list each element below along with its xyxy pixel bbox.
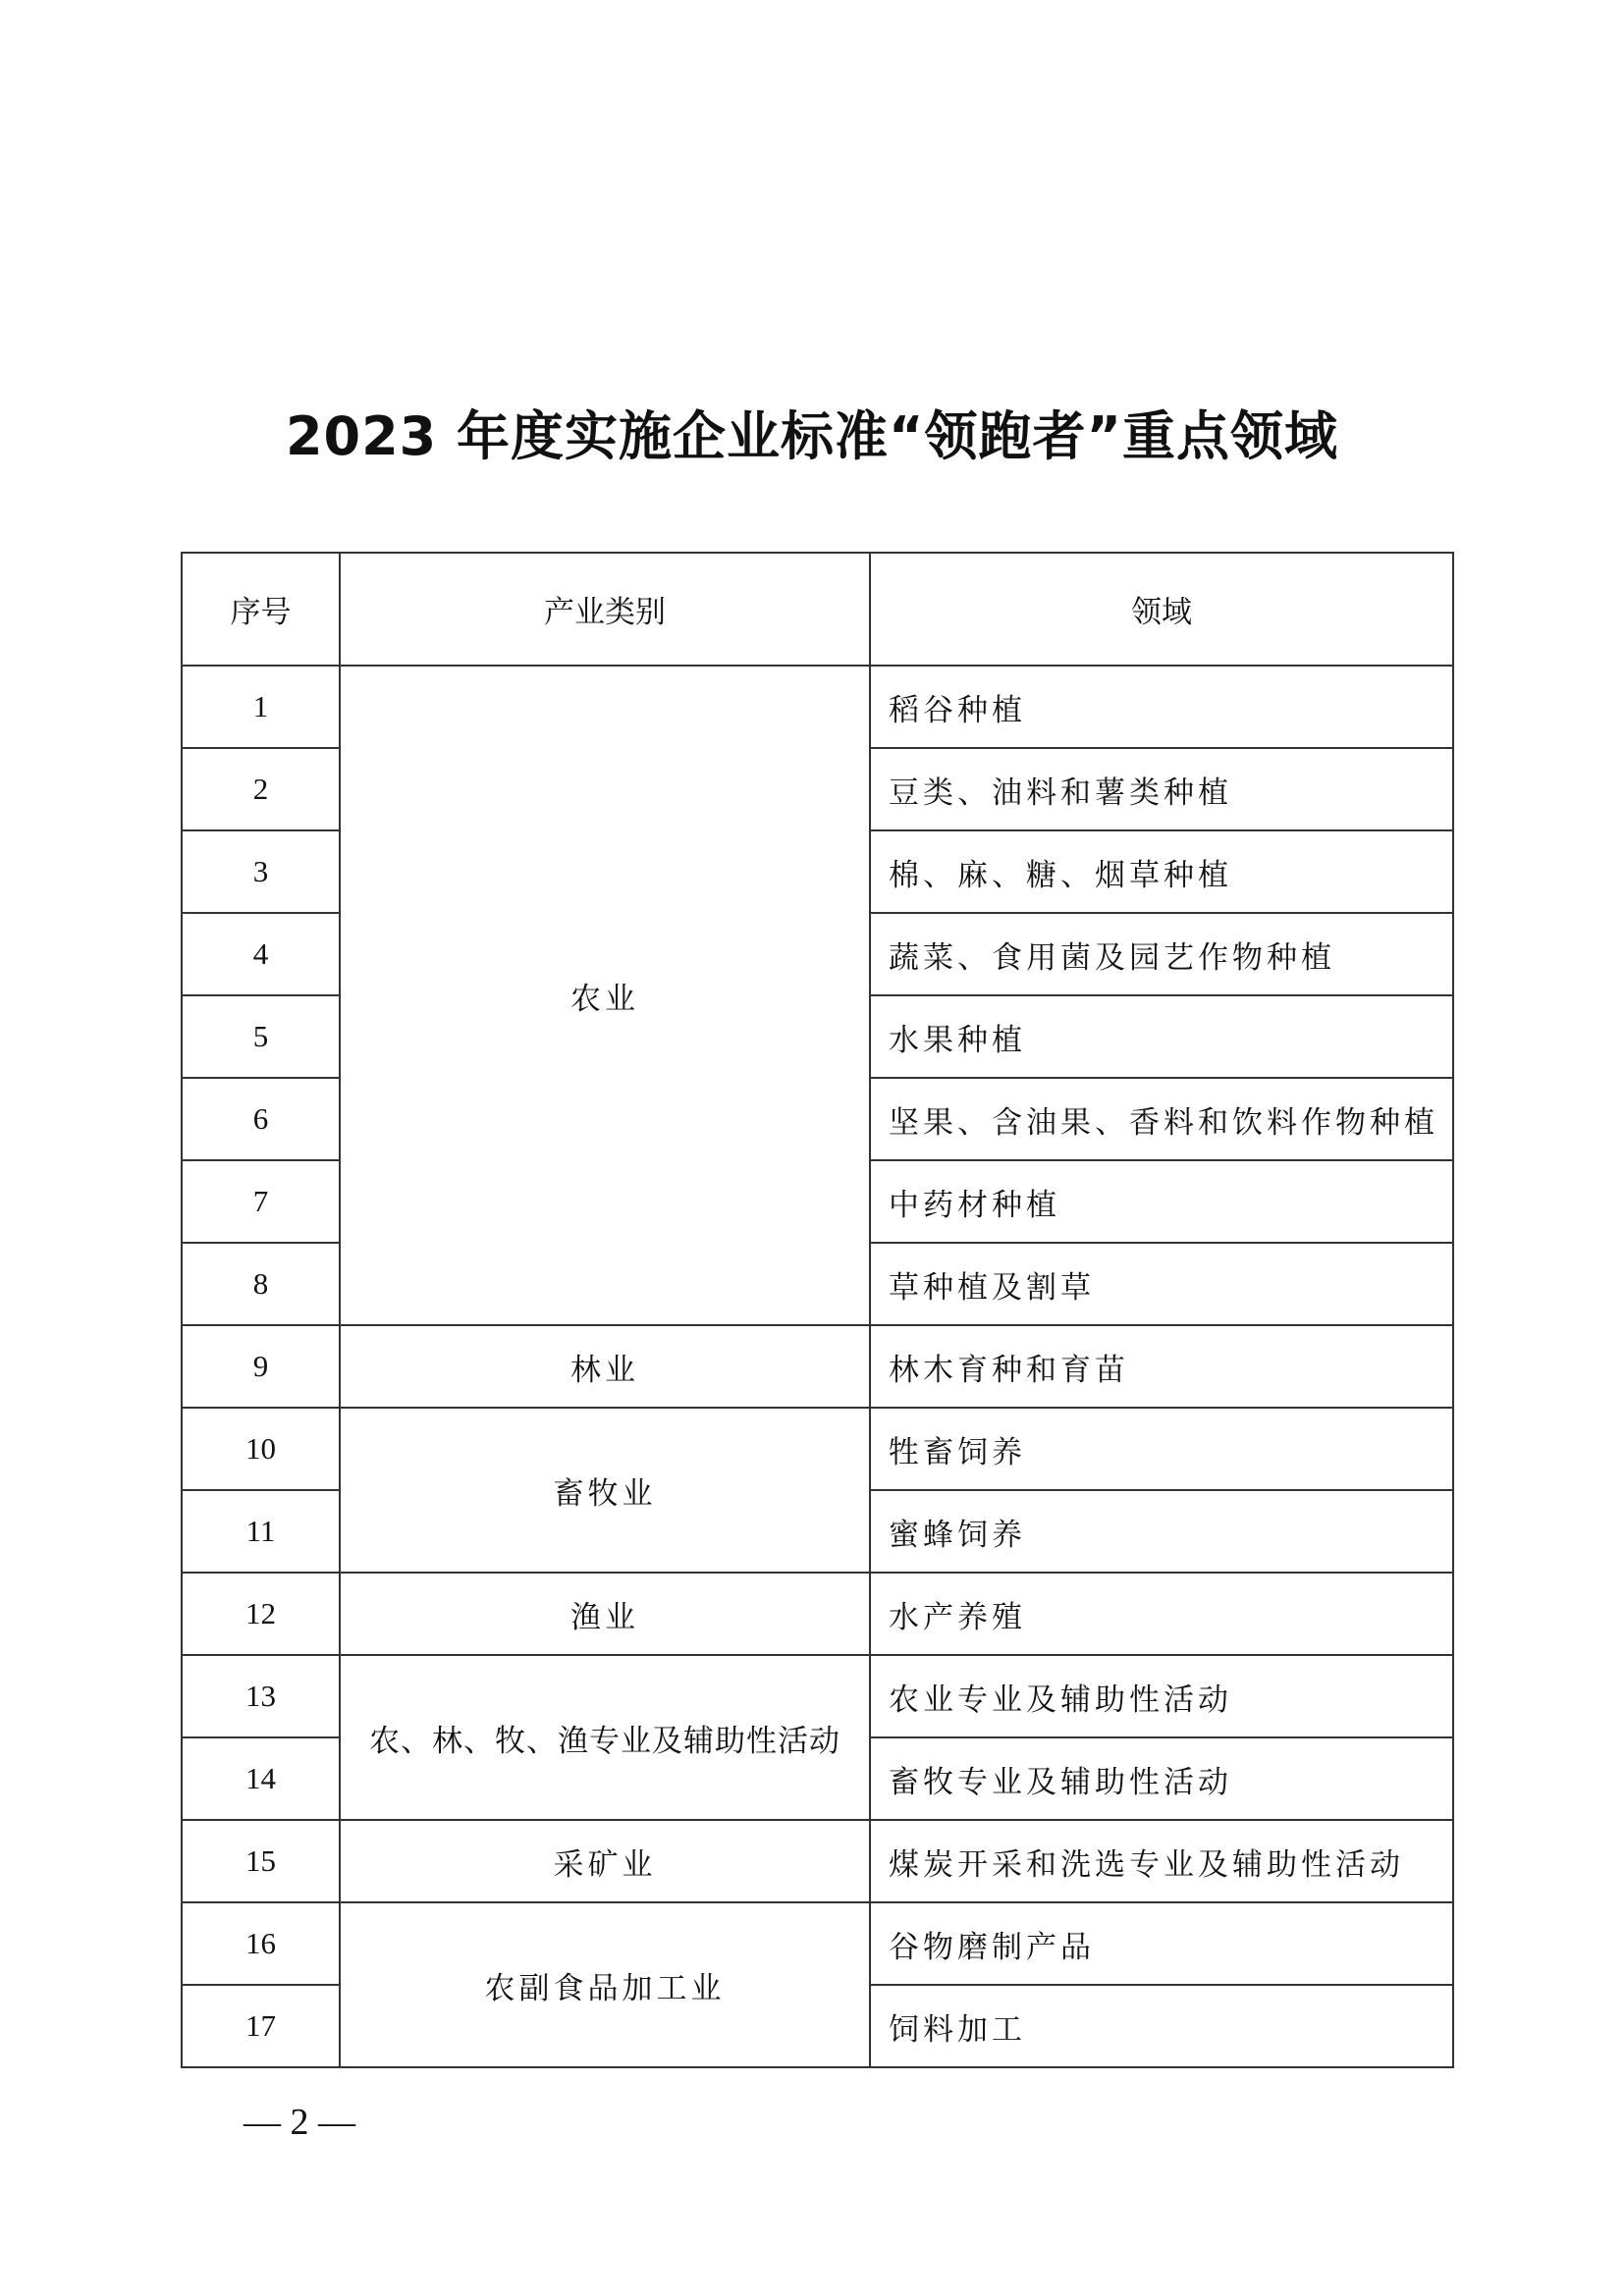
document-title: 2023 年度实施企业标准“领跑者”重点领域 [285,405,1339,467]
table-row [182,1573,1453,1655]
row-seq: 13 [182,1655,340,1737]
table-header-row [182,553,1453,666]
table-row [182,1820,1453,1902]
header-category: 产业类别 [340,553,870,666]
row-area: 中药材种植 [870,1160,1453,1243]
header-area: 领域 [870,553,1453,666]
row-seq: 2 [182,748,340,830]
row-seq: 4 [182,913,340,995]
row-area: 谷物磨制产品 [870,1902,1453,1985]
category-cell: 采矿业 [340,1820,870,1902]
category-cell: 林业 [340,1325,870,1408]
row-area: 豆类、油料和薯类种植 [870,748,1453,830]
table-row [182,666,1453,748]
row-seq: 1 [182,666,340,748]
table-row [182,1408,1453,1490]
row-seq: 11 [182,1490,340,1573]
row-area: 农业专业及辅助性活动 [870,1655,1453,1737]
row-seq: 7 [182,1160,340,1243]
row-seq: 3 [182,830,340,913]
row-area: 坚果、含油果、香料和饮料作物种植 [870,1078,1453,1160]
row-seq: 5 [182,995,340,1078]
row-seq: 6 [182,1078,340,1160]
row-seq: 17 [182,1985,340,2067]
row-area: 畜牧专业及辅助性活动 [870,1737,1453,1820]
table-row [182,1325,1453,1408]
row-area: 草种植及割草 [870,1243,1453,1325]
row-seq: 14 [182,1737,340,1820]
table-row [182,1902,1453,1985]
row-seq: 15 [182,1820,340,1902]
category-cell: 农副食品加工业 [340,1902,870,2067]
row-area: 稻谷种植 [870,666,1453,748]
row-area: 饲料加工 [870,1985,1453,2067]
row-seq: 10 [182,1408,340,1490]
row-area: 水果种植 [870,995,1453,1078]
header-seq: 序号 [182,553,340,666]
table-row [182,1655,1453,1737]
row-area: 林木育种和育苗 [870,1325,1453,1408]
row-area: 蜜蜂饲养 [870,1490,1453,1573]
row-area: 牲畜饲养 [870,1408,1453,1490]
row-area: 蔬菜、食用菌及园艺作物种植 [870,913,1453,995]
page-number: — 2 — [244,2102,355,2143]
category-cell: 渔业 [340,1573,870,1655]
row-seq: 16 [182,1902,340,1985]
category-cell: 畜牧业 [340,1408,870,1573]
row-seq: 9 [182,1325,340,1408]
row-area: 水产养殖 [870,1573,1453,1655]
row-area: 棉、麻、糖、烟草种植 [870,830,1453,913]
key-areas-table [181,552,1454,2068]
category-cell: 农业 [340,666,870,1325]
row-area: 煤炭开采和洗选专业及辅助性活动 [870,1820,1453,1902]
category-cell: 农、林、牧、渔专业及辅助性活动 [340,1655,870,1820]
row-seq: 8 [182,1243,340,1325]
row-seq: 12 [182,1573,340,1655]
